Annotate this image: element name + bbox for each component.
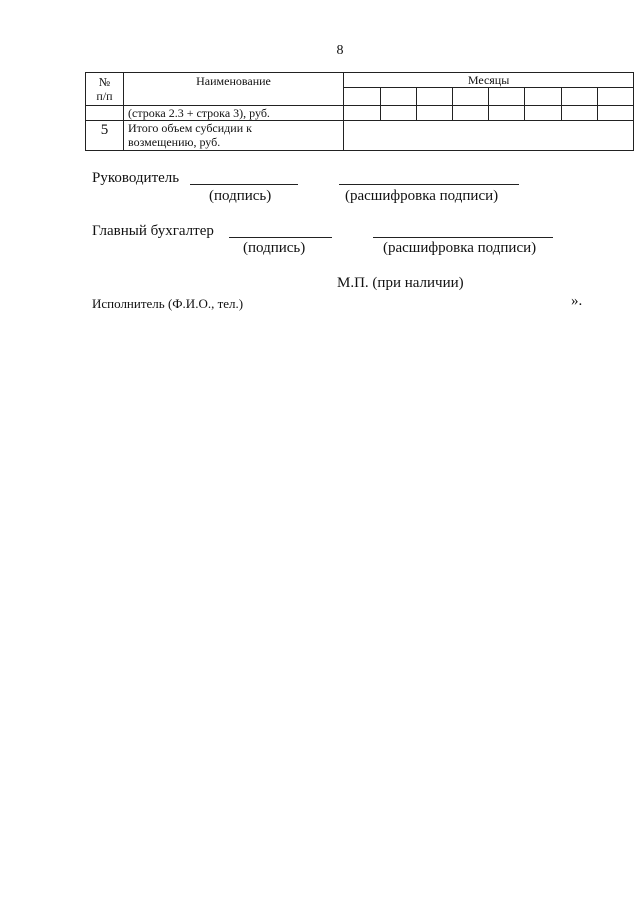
row-name-line: (строка 2.3 + строка 3), руб.: [128, 106, 270, 120]
stamp-note: М.П. (при наличии): [337, 275, 464, 291]
month-cell: [381, 88, 417, 106]
month-cell: [453, 106, 489, 121]
accountant-signature-line: [229, 237, 332, 238]
month-cell: [525, 106, 562, 121]
director-decoding-caption: (расшифровка подписи): [345, 188, 499, 204]
director-signature-line: [190, 184, 298, 185]
row-name: [124, 106, 344, 121]
month-cell: [381, 106, 417, 121]
row-name-line: возмещению, руб.: [128, 135, 221, 149]
row-number: [86, 106, 124, 121]
accountant-decoding-line: [373, 237, 553, 238]
director-decoding-line: [339, 184, 519, 185]
month-cell: [417, 106, 453, 121]
director-signature-caption: (подпись): [209, 188, 272, 204]
month-cell: [562, 88, 598, 106]
month-cell: [598, 106, 634, 121]
accountant-signature-caption: (подпись): [243, 240, 306, 256]
header-months: Месяцы: [344, 73, 634, 88]
months-merged-cell: [344, 121, 634, 151]
month-cell: [598, 88, 634, 106]
month-cell: [562, 106, 598, 121]
closing-mark: ».: [571, 293, 583, 309]
header-number-line2: п/п: [96, 89, 113, 103]
row-name: [124, 121, 344, 151]
row-number: 5: [86, 121, 124, 151]
month-cell: [417, 88, 453, 106]
director-label: Руководитель: [92, 170, 180, 186]
page-number: 8: [336, 43, 344, 58]
header-number: [86, 73, 124, 106]
month-cell: [344, 88, 381, 106]
month-cell: [344, 106, 381, 121]
accountant-label: Главный бухгалтер: [92, 223, 214, 239]
month-cell: [489, 106, 525, 121]
month-cell: [489, 88, 525, 106]
header-number-line1: №: [98, 75, 111, 89]
subsidy-table: [85, 72, 634, 151]
accountant-decoding-caption: (расшифровка подписи): [383, 240, 537, 256]
executor-label: Исполнитель (Ф.И.О., тел.): [92, 296, 244, 311]
month-cell: [525, 88, 562, 106]
row-name-line: Итого объем субсидии к: [128, 121, 252, 135]
month-cell: [453, 88, 489, 106]
header-name: Наименование: [124, 73, 344, 106]
